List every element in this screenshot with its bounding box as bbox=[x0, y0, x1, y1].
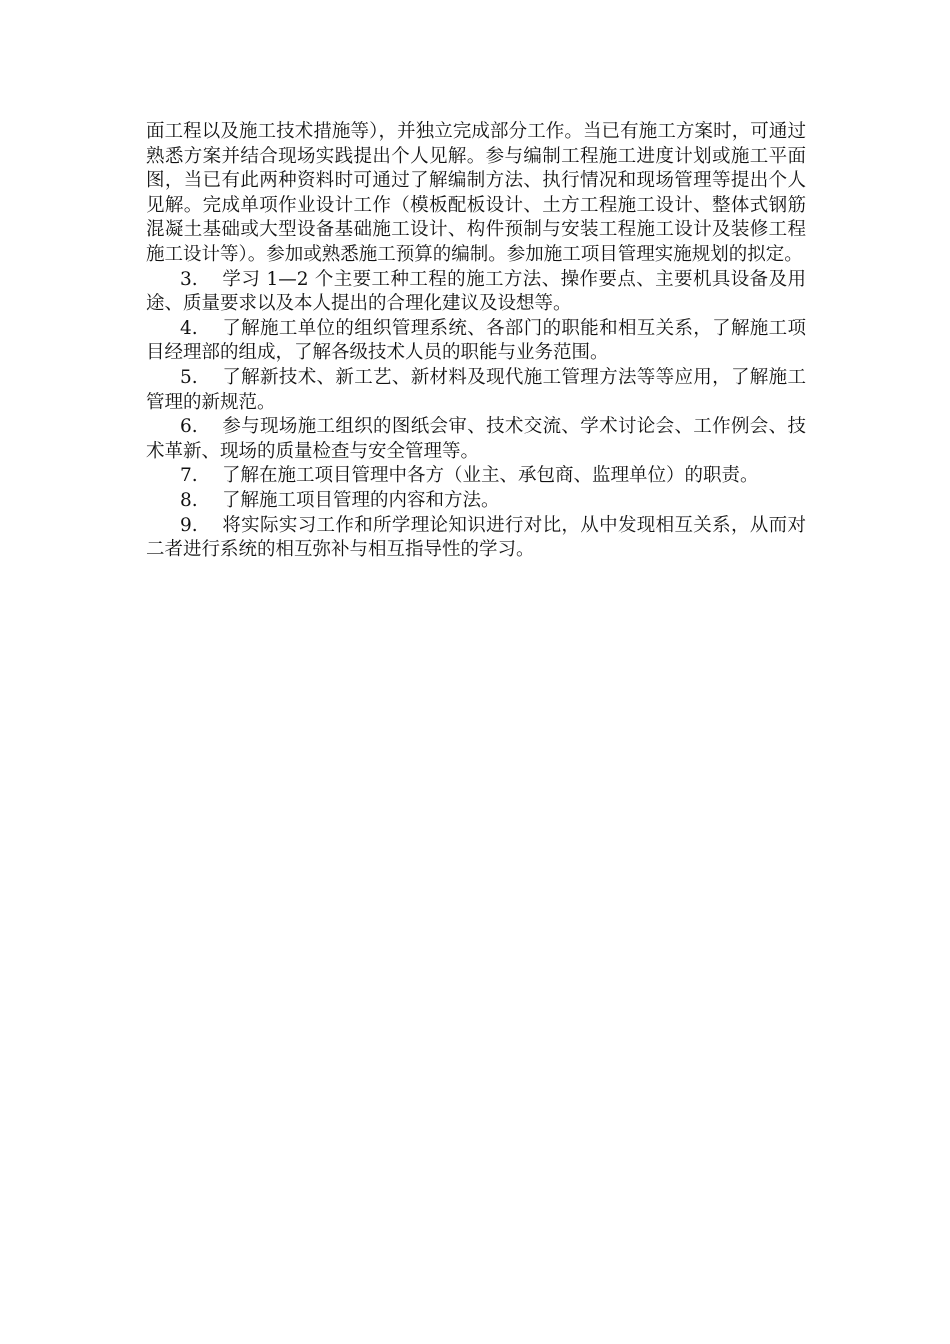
item-number: 7. bbox=[180, 465, 198, 487]
item-text: 将实际实习工作和所学理论知识进行对比，从中发现相互关系，从而对二者进行系统的相互弥补与相互指导性的学习。 bbox=[146, 514, 806, 561]
document-body bbox=[146, 120, 806, 563]
list-item-7 bbox=[146, 464, 806, 489]
list-item-6 bbox=[146, 415, 806, 464]
list-item-5 bbox=[146, 366, 806, 415]
item-number: 6. bbox=[180, 416, 198, 438]
item-text: 了解新技术、新工艺、新材料及现代施工管理方法等等应用，了解施工管理的新规范。 bbox=[146, 366, 806, 413]
item-text: 参与现场施工组织的图纸会审、技术交流、学术讨论会、工作例会、技术革新、现场的质量检查与安全管理等。 bbox=[146, 416, 806, 462]
list-item-8 bbox=[146, 489, 806, 514]
item-number: 4. bbox=[180, 317, 198, 339]
item-text: 了解在施工项目管理中各方（业主、承包商、监理单位）的职责。 bbox=[222, 465, 759, 487]
continuation-paragraph: 面工程以及施工技术措施等），并独立完成部分工作。当已有施工方案时，可通过熟悉方案并结合现场实践提出个人见解。参与编制工程施工进度计划或施工平面图，当已有此两种资料时可通过了解编制方法、执行情况和现场管理等提出个人见解。完成单项作业设计工作（模板配板设计、土方工程施工设计、整体式钢筋混凝土基础或大型设备基础施工设计、构件预制与安装工程施工设计及装修工程施工设计等）。参加或熟悉施工预算的编制。参加施工项目管理实施规划的拟定。 bbox=[146, 121, 806, 265]
list-item-9 bbox=[146, 514, 806, 563]
list-item-4 bbox=[146, 317, 806, 366]
item-number: 9. bbox=[180, 514, 198, 536]
item-number: 5. bbox=[180, 366, 198, 388]
item-text: 学习 1—2 个主要工种工程的施工方法、操作要点、主要机具设备及用途、质量要求以及本人提出的合理化建议及设想等。 bbox=[146, 268, 806, 315]
item-text: 了解施工单位的组织管理系统、各部门的职能和相互关系，了解施工项目经理部的组成，了解各级技术人员的职能与业务范围。 bbox=[146, 317, 806, 364]
item-number: 3. bbox=[180, 268, 198, 290]
item-number: 8. bbox=[180, 489, 198, 511]
item-text: 了解施工项目管理的内容和方法。 bbox=[222, 489, 500, 511]
list-item-3 bbox=[146, 268, 806, 317]
